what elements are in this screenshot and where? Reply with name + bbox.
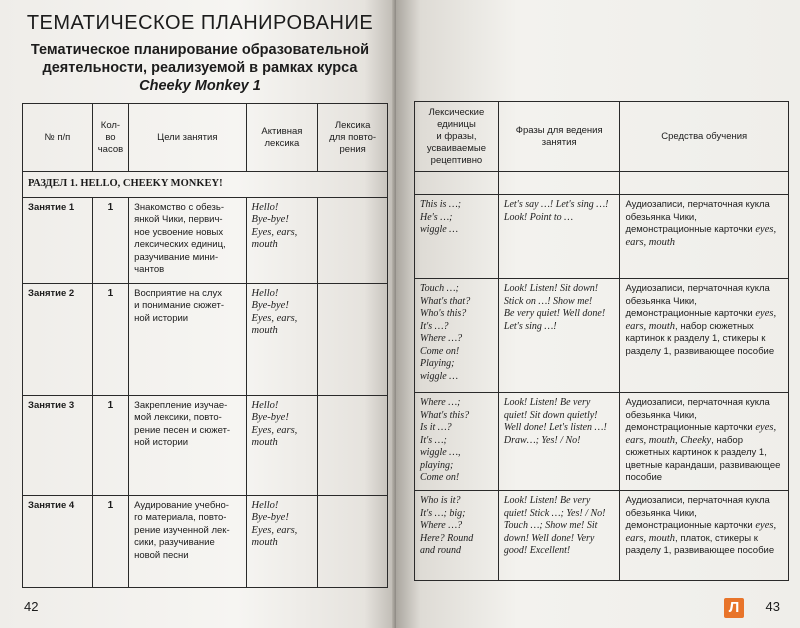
receptive-cell: Touch …; What's that? Who's this? It's …? Where …? Come on! Playing; wiggle … bbox=[415, 279, 499, 393]
table-header-row bbox=[415, 102, 789, 172]
page-header bbox=[20, 12, 380, 95]
means-cell bbox=[620, 279, 789, 393]
lesson-goals: Знакомство с обезь- янкой Чики, первич- ное усвоение новых лексических единиц, разучивание мини- чантов bbox=[129, 197, 246, 283]
means-italic: eyes, ears, mouth, Cheeky bbox=[625, 422, 777, 446]
lesson-name: Занятие 1 bbox=[23, 197, 93, 283]
subtitle bbox=[20, 41, 380, 95]
table-row bbox=[415, 279, 789, 393]
lesson-active-vocab: Hello! Bye-bye! Eyes, ears, mouth bbox=[246, 283, 318, 395]
header-phrases: Фразы для ведения занятия bbox=[498, 102, 620, 172]
means-italic: eyes, ears, mouth bbox=[625, 520, 777, 544]
means-text: Аудиозаписи, перчаточная кукла обезьянка Чики, демонстрационные карточки bbox=[625, 495, 770, 531]
lesson-hours: 1 bbox=[92, 395, 128, 495]
means-tail: , набор сюжетных картинок к разделу 1, цветные карандаши, развивающее пособие bbox=[625, 434, 781, 483]
header-receptive: Лексические единицы и фразы, усваиваемые рецептивно bbox=[415, 102, 499, 172]
lesson-review-vocab bbox=[318, 495, 388, 587]
receptive-cell: Who is it? It's …; big; Where …? Here? Round and round bbox=[415, 491, 499, 581]
course-name: Cheeky Monkey 1 bbox=[139, 78, 261, 94]
table-row bbox=[415, 195, 789, 279]
table-row bbox=[23, 283, 388, 395]
phrases-cell: Look! Listen! Be very quiet! Stick …; Yes! / No! Touch …; Show me! Sit down! Well done! Very good! Excellent! bbox=[498, 491, 620, 581]
phrases-cell: Look! Listen! Be very quiet! Sit down quietly! Well done! Let's listen …! Draw…; Yes! / No! bbox=[498, 393, 620, 491]
page-number-left: 42 bbox=[24, 599, 39, 614]
subtitle-line-1: Тематическое планирование образовательной bbox=[30, 42, 370, 58]
means-cell bbox=[620, 195, 789, 279]
lesson-active-vocab: Hello! Bye-bye! Eyes, ears, mouth bbox=[246, 495, 318, 587]
header-hours: Кол- во часов bbox=[92, 104, 128, 172]
means-text: Аудиозаписи, перчаточная кукла обезьянка Чики, демонстрационные карточки bbox=[625, 397, 770, 433]
lesson-review-vocab bbox=[318, 197, 388, 283]
empty-cell bbox=[415, 172, 499, 195]
lesson-name: Занятие 4 bbox=[23, 495, 93, 587]
empty-cell bbox=[498, 172, 620, 195]
publisher-logo: Л bbox=[724, 598, 744, 618]
planning-table-left bbox=[22, 103, 388, 588]
lesson-review-vocab bbox=[318, 395, 388, 495]
means-tail: , набор сюжетных картинок к разделу 1, стикеры к разделу 1, развивающее пособие bbox=[625, 320, 775, 357]
empty-cell bbox=[620, 172, 789, 195]
lesson-review-vocab bbox=[318, 283, 388, 395]
header-active-vocab: Активная лексика bbox=[246, 104, 318, 172]
lesson-active-vocab: Hello! Bye-bye! Eyes, ears, mouth bbox=[246, 197, 318, 283]
table-header-row bbox=[23, 104, 388, 172]
means-tail: , платок, стикеры к разделу 1, развивающее пособие bbox=[625, 532, 775, 556]
page-number-right: 43 bbox=[765, 599, 780, 614]
phrases-cell: Let's say …! Let's sing …! Look! Point to … bbox=[498, 195, 620, 279]
lesson-goals: Восприятие на слух и понимание сюжет- ной истории bbox=[129, 283, 246, 395]
lesson-name: Занятие 2 bbox=[23, 283, 93, 395]
lesson-goals: Аудирование учебно- го материала, повто- рение изученной лек- сики, разучивание новой песни bbox=[129, 495, 246, 587]
means-text: Аудиозаписи, перчаточная кукла обезьянка Чики, демонстрационные карточки bbox=[625, 283, 770, 319]
phrases-cell: Look! Listen! Sit down! Stick on …! Show me! Be very quiet! Well done! Let's sing …! bbox=[498, 279, 620, 393]
section-title: РАЗДЕЛ 1. HELLO, CHEEKY MONKEY! bbox=[23, 172, 388, 198]
lesson-active-vocab: Hello! Bye-bye! Eyes, ears, mouth bbox=[246, 395, 318, 495]
table-row bbox=[23, 495, 388, 587]
table-row bbox=[23, 197, 388, 283]
lesson-name: Занятие 3 bbox=[23, 395, 93, 495]
receptive-cell: This is …; He's …; wiggle … bbox=[415, 195, 499, 279]
header-goals: Цели занятия bbox=[129, 104, 246, 172]
lesson-hours: 1 bbox=[92, 283, 128, 395]
lesson-goals: Закрепление изучае- мой лексики, повто- рение песен и сюжет- ной истории bbox=[129, 395, 246, 495]
lesson-hours: 1 bbox=[92, 197, 128, 283]
means-italic: eyes, ears, mouth bbox=[625, 224, 777, 248]
header-review-vocab: Лексика для повто- рения bbox=[318, 104, 388, 172]
table-row bbox=[23, 395, 388, 495]
receptive-cell: Where …; What's this? Is it …? It's …; wiggle …, playing; Come on! bbox=[415, 393, 499, 491]
header-num: № п/п bbox=[23, 104, 93, 172]
table-row bbox=[415, 393, 789, 491]
section-row bbox=[415, 172, 789, 195]
subtitle-line-2: деятельности, реализуемой в рамках курса bbox=[42, 60, 358, 76]
means-text: Аудиозаписи, перчаточная кукла обезьянка Чики, демонстрационные карточки bbox=[625, 199, 770, 235]
header-means: Средства обучения bbox=[620, 102, 789, 172]
means-cell bbox=[620, 491, 789, 581]
section-row bbox=[23, 172, 388, 198]
main-title: ТЕМАТИЧЕСКОЕ ПЛАНИРОВАНИЕ bbox=[26, 12, 374, 34]
means-cell bbox=[620, 393, 789, 491]
lesson-hours: 1 bbox=[92, 495, 128, 587]
means-italic: eyes, ears, mouth bbox=[625, 308, 777, 332]
left-page bbox=[0, 0, 396, 628]
table-row bbox=[415, 491, 789, 581]
right-page bbox=[396, 0, 800, 628]
planning-table-right bbox=[414, 101, 789, 581]
